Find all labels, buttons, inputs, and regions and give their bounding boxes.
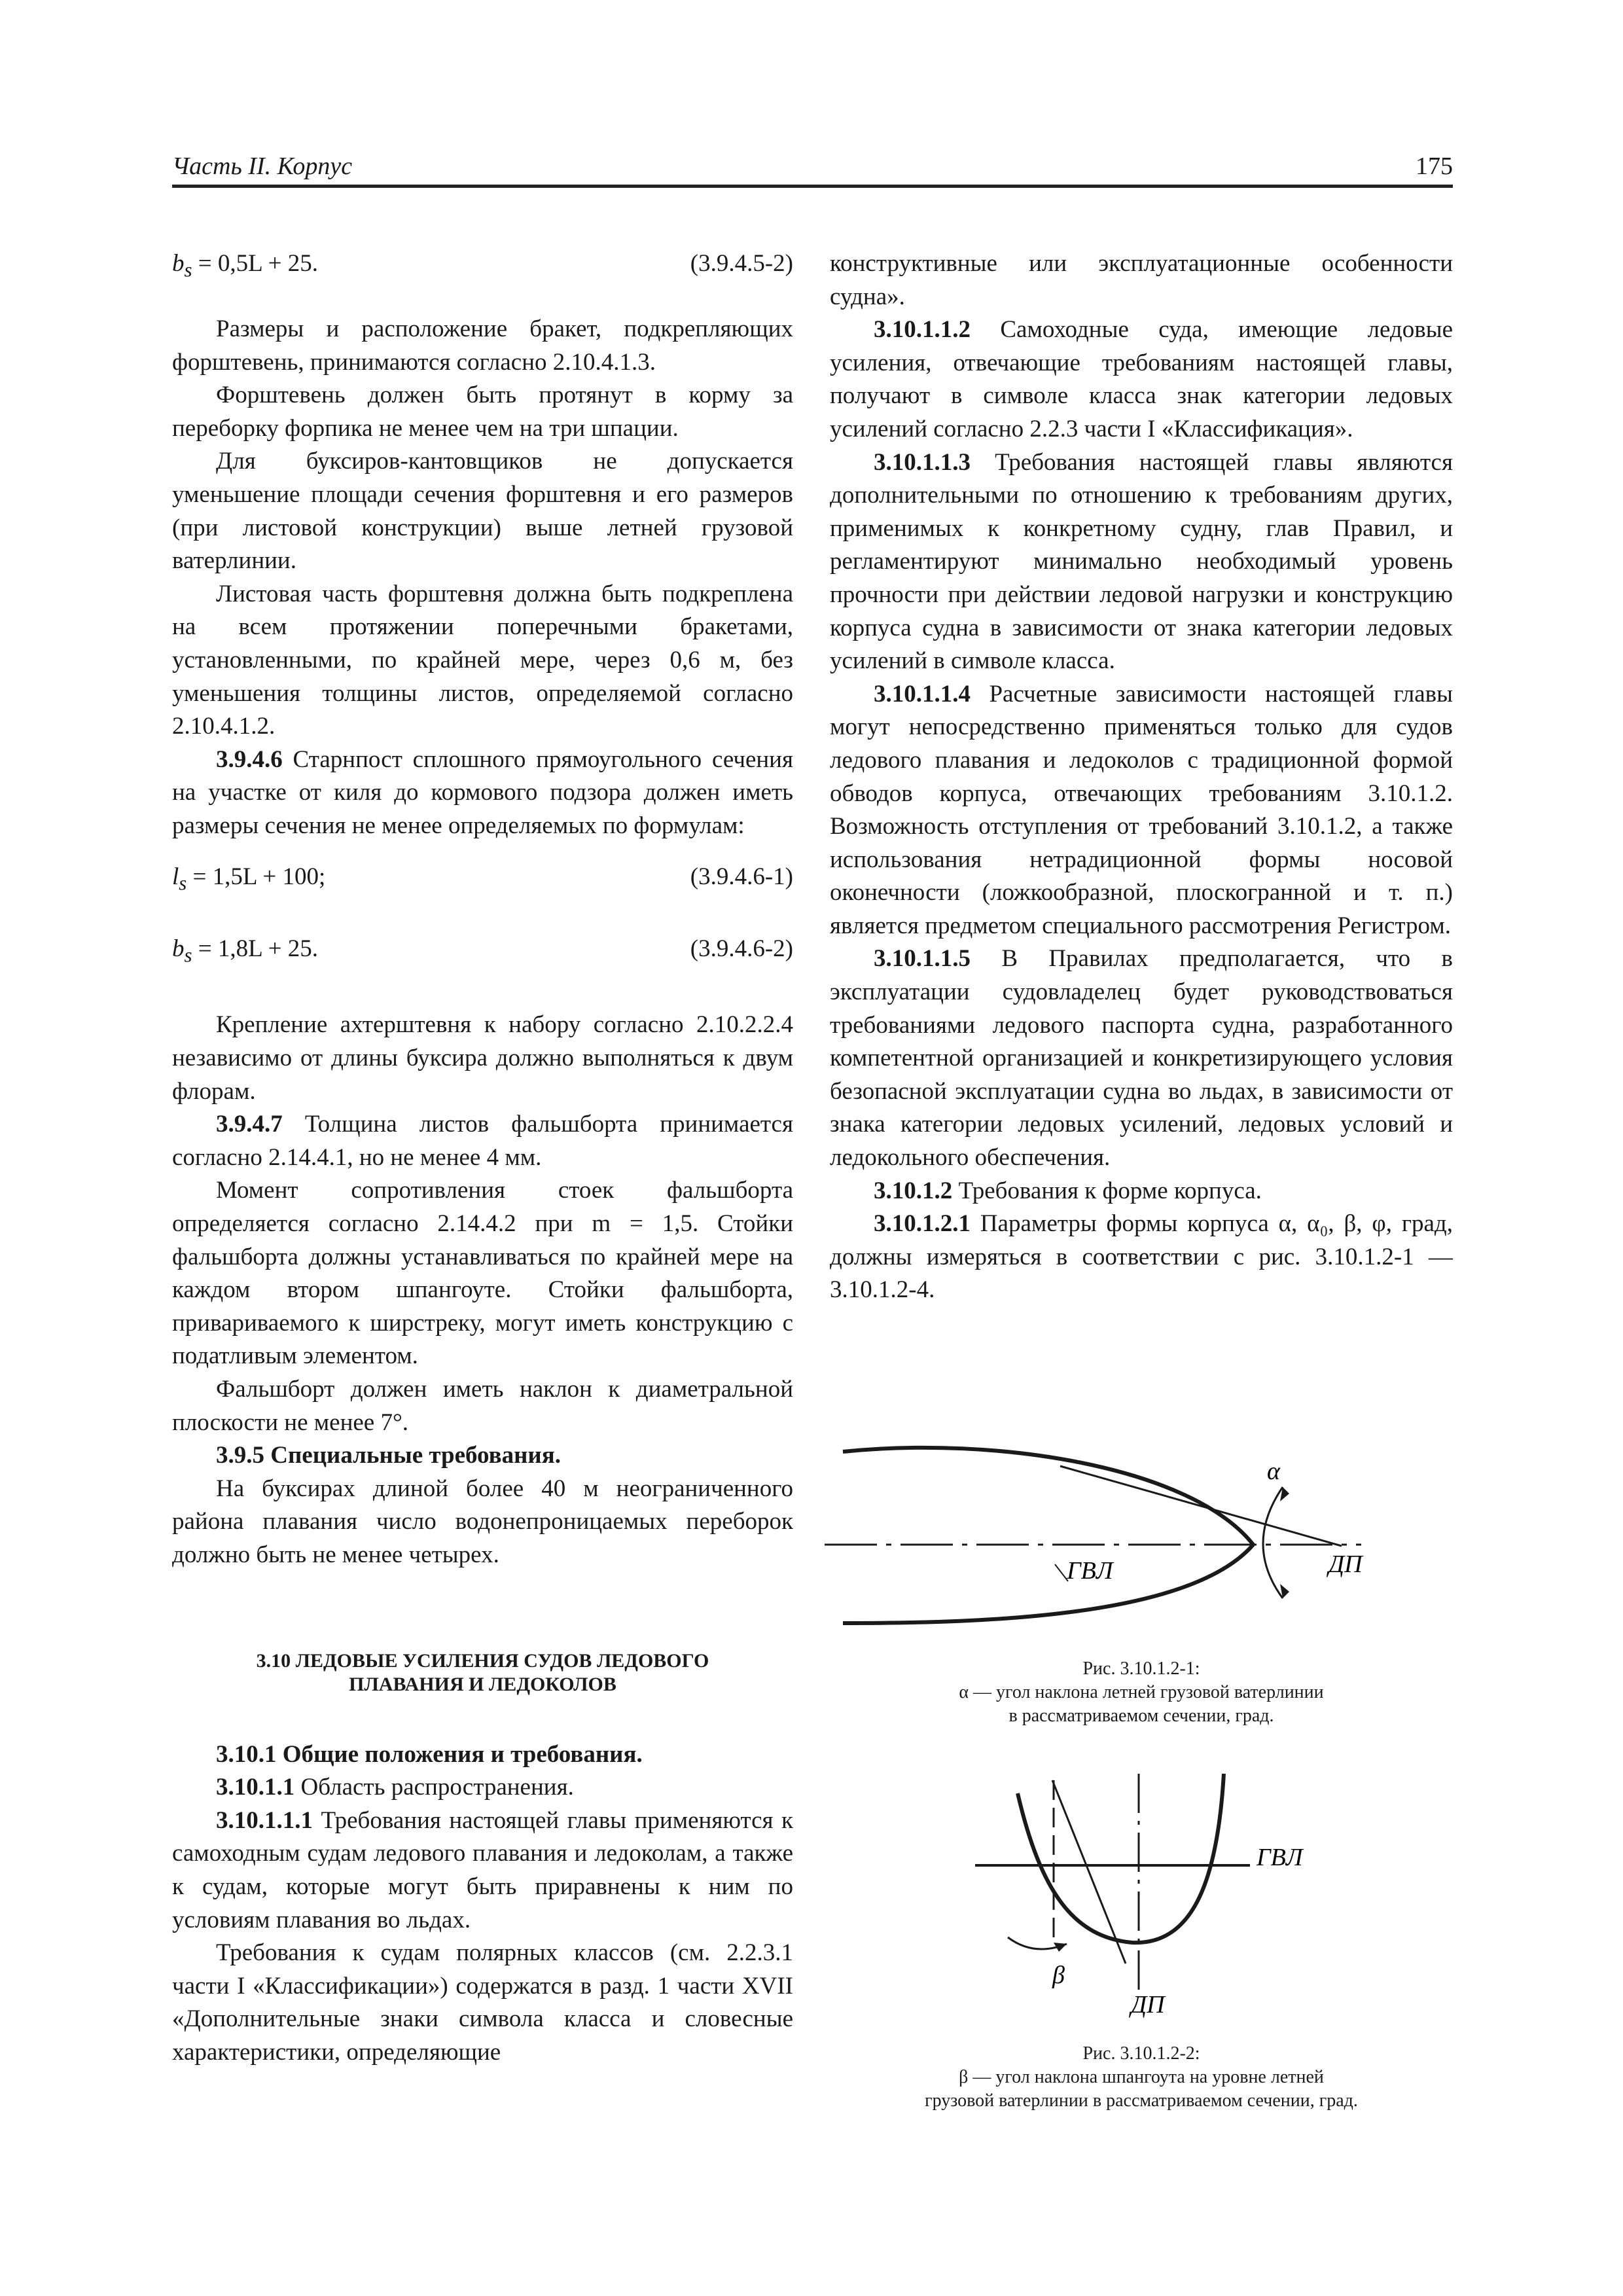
gvl-leader xyxy=(1055,1564,1068,1581)
figure-waterline-angle xyxy=(825,1427,1453,1643)
frame-contour xyxy=(1018,1774,1224,1943)
hull-waterline-upper xyxy=(843,1448,1253,1545)
eq-lhs: b xyxy=(172,250,185,277)
page-number: 175 xyxy=(1416,152,1453,180)
clause-text: Требования к форме корпуса. xyxy=(952,1177,1262,1204)
tangent-line xyxy=(1060,1466,1342,1546)
paragraph xyxy=(830,678,1453,943)
clause-text: Область распространения. xyxy=(294,1774,574,1801)
left-column xyxy=(172,247,793,2069)
eq-rhs: = 1,5L + 100; xyxy=(192,863,326,891)
hull-waterline-lower xyxy=(843,1545,1253,1623)
dp-label: ДП xyxy=(1329,1551,1363,1578)
clause-text: Требования настоящей главы применяются к самоходным судам ледового плавания и ледоколам, а также к судам, которые могут быть приравнены к ним по условиям плавания во льдах. xyxy=(172,1806,793,1933)
paragraph: Для буксиров-кантовщиков не допускается уменьшение площади сечения форштевня и его размеров (при листовой конструкции) выше летней грузовой ватерлинии. xyxy=(172,448,793,575)
clause-number: 3.10.1.2.1 xyxy=(874,1210,971,1238)
equation-3-9-4-6-2 xyxy=(172,933,793,972)
clause-text: Самоходные суда, имеющие ледовые усиления, отвечающие требованиям настоящей главы, получают в символе класса знак категории ледовых усилений согласно 2.2.3 части I «Классификация». xyxy=(830,316,1453,442)
figure-frame-angle xyxy=(969,1767,1335,2029)
eq-lhs: l xyxy=(172,863,179,891)
caption-title: Рис. 3.10.1.2-2: xyxy=(1082,2043,1200,2064)
clause-text: Требования настоящей главы являются дополнительными по отношению к требованиям других, применимых к конкретному судну, глав Правил, и регламентируют минимально необходимый уровень прочности при действии ледовой нагрузки и конструкцию корпуса судна в зависимости от знака категории ледовых усилений в символе класса. xyxy=(830,448,1453,675)
eq-number: (3.9.4.5-2) xyxy=(690,250,793,277)
clause-text: В Правилах предполагается, что в эксплуатации судовладелец будет руководствоваться требованиями ледового паспорта судна, разработанного компетентной организацией и конкретизирующего условия безопасной эксплуатации судна во льдах, в зависимости от знака категории ледовых усилений, ледовых условий и ледокольного обеспечения. xyxy=(830,945,1453,1172)
figure-1-caption xyxy=(830,1657,1453,1728)
heading-text: 3.9.5 Специальные требования. xyxy=(216,1442,561,1469)
eq-sub: s xyxy=(179,872,187,895)
clause-text: Толщина листов фальшборта принимается согласно 2.14.4.1, но не менее 4 мм. xyxy=(172,1111,793,1171)
eq-lhs: b xyxy=(172,935,185,963)
paragraph: Листовая часть форштевня должна быть подкреплена на всем протяжении поперечными бракетами, установленными, по крайней мере, через 0,6 м, без уменьшения толщины листов, определяемой согласно 2.10.4.1.2. xyxy=(172,580,793,740)
clause-number: 3.10.1.1.4 xyxy=(874,680,971,708)
eq-number: (3.9.4.6-2) xyxy=(690,935,793,963)
caption-line: грузовой ватерлинии в рассматриваемом сечении, град. xyxy=(925,2090,1358,2111)
clause-number: 3.9.4.6 xyxy=(216,745,283,773)
clause-number: 3.10.1.2 xyxy=(874,1177,953,1204)
gvl-label: ГВЛ xyxy=(1257,1844,1303,1871)
paragraph xyxy=(172,1771,793,1804)
paragraph: Требования к судам полярных классов (см. 2.2.3.1 части I «Классификации») содержатся в разд. 1 части XVII «Дополнительные знаки символа класса и словесные характеристики, определяющие xyxy=(172,1939,793,2066)
clause-number: 3.10.1.1.3 xyxy=(874,448,971,476)
subsection-heading xyxy=(172,1439,793,1473)
page-header xyxy=(172,145,1453,188)
arrow-head xyxy=(1280,1487,1289,1598)
eq-rhs: = 1,8L + 25. xyxy=(198,935,318,963)
gvl-label: ГВЛ xyxy=(1067,1557,1113,1585)
clause-text: Параметры формы корпуса α, α₀, β, φ, град, должны измеряться в соответствии с рис. 3.10.1.2-1 — 3.10.1.2-4. xyxy=(830,1210,1453,1304)
alpha-label: α xyxy=(1267,1458,1280,1485)
paragraph xyxy=(830,1208,1453,1307)
clause-number: 3.10.1.1 xyxy=(216,1774,295,1801)
subsection-heading xyxy=(172,1738,793,1772)
clause-number: 3.10.1.1.5 xyxy=(874,945,971,973)
paragraph: Размеры и расположение бракет, подкрепляющих форштевень, принимаются согласно 2.10.4.1.3. xyxy=(172,315,793,376)
figure-2-caption xyxy=(830,2042,1453,2113)
angle-arc xyxy=(1263,1487,1283,1598)
tangent-line xyxy=(1052,1780,1126,1964)
paragraph: Фальшборт должен иметь наклон к диаметральной плоскости не менее 7°. xyxy=(172,1375,793,1436)
equation-3-9-4-5-2 xyxy=(172,247,793,287)
caption-line: α — угол наклона летней грузовой ватерлинии xyxy=(959,1682,1324,1702)
right-column xyxy=(830,247,1453,1307)
clause-number: 3.9.4.7 xyxy=(216,1111,283,1138)
paragraph: конструктивные или эксплуатационные особенности судна». xyxy=(830,250,1453,310)
eq-sub: s xyxy=(184,259,192,281)
paragraph xyxy=(830,314,1453,446)
paragraph xyxy=(830,1175,1453,1208)
heading-text: 3.10.1 Общие положения и требования. xyxy=(216,1740,643,1768)
paragraph: Момент сопротивления стоек фальшборта определяется согласно 2.14.4.2 при m = 1,5. Стойки фальшборта должны устанавливаться по крайней мере на каждом втором шпангоуте. Стойки фальшборта, привариваемого к ширстреку, могут иметь конструкцию с податливым элементом. xyxy=(172,1177,793,1370)
clause-number: 3.10.1.1.1 xyxy=(216,1806,313,1834)
eq-rhs: = 0,5L + 25. xyxy=(198,250,318,277)
paragraph xyxy=(830,446,1453,678)
caption-line: β — угол наклона шпангоута на уровне летней xyxy=(959,2067,1324,2087)
paragraph: Форштевень должен быть протянут в корму за переборку форпика не менее чем на три шпации. xyxy=(172,382,793,442)
paragraph xyxy=(172,1108,793,1174)
running-title: Часть II. Корпус xyxy=(172,152,353,180)
section-heading: 3.10 ЛЕДОВЫЕ УСИЛЕНИЯ СУДОВ ЛЕДОВОГО ПЛАВАНИЯ И ЛЕДОКОЛОВ xyxy=(256,1649,709,1695)
paragraph xyxy=(830,942,1453,1174)
clause-number: 3.10.1.1.2 xyxy=(874,316,971,344)
caption-title: Рис. 3.10.1.2-1: xyxy=(1082,1659,1200,1679)
paragraph: Крепление ахтерштевня к набору согласно 2.10.2.2.4 независимо от длины буксира должно выполняться к двум флорам. xyxy=(172,1011,793,1105)
clause-text: Расчетные зависимости настоящей главы могут непосредственно применяться только для судов ледового плавания и ледоколов с традиционной формой обводов корпуса, отвечающих требованиям 3.10.1.2. Возможность отступления от требований 3.10.1.2, а также использования нетрадиционной формы носовой оконечности (ложкообразной, плоскогранной и т. п.) является предметом специального рассмотрения Регистром. xyxy=(830,680,1453,939)
dp-label: ДП xyxy=(1131,1991,1165,2018)
beta-label: β xyxy=(1052,1962,1065,1989)
paragraph xyxy=(172,1804,793,1937)
eq-number: (3.9.4.6-1) xyxy=(690,863,793,891)
equation-3-9-4-6-1 xyxy=(172,861,793,900)
eq-sub: s xyxy=(184,944,192,967)
paragraph: На буксирах длиной более 40 м неограниченного района плавания число водонепроницаемых переборок должно быть не менее четырех. xyxy=(172,1475,793,1568)
clause-text: Старнпост сплошного прямоугольного сечения на участке от киля до кормового подзора должен иметь размеры сечения не менее определяемых по формулам: xyxy=(172,745,793,839)
paragraph xyxy=(172,744,793,843)
caption-line: в рассматриваемом сечении, град. xyxy=(1008,1706,1274,1726)
